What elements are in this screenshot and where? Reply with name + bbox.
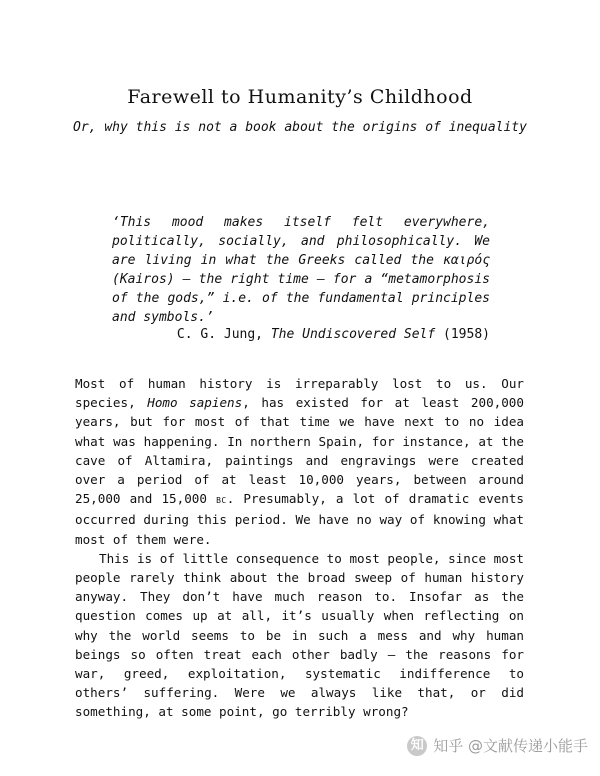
paragraph-1-part-a: Most of human history is irreparably lost to us. Our species, [75,376,524,411]
paragraph-1-part-c: . Presumably, a lot of dramatic events occurred during this period. We have no way of knowing what most of them were. [75,491,524,547]
watermark [407,735,588,756]
paragraph-1 [75,374,524,549]
epigraph-attribution [112,327,490,342]
epigraph-book-title: The Undiscovered Self [270,327,436,342]
epigraph-author: C. G. Jung, [176,327,263,342]
paragraph-1-part-b: , has existed for at least 200,000 years, but for most of that time we have next to no idea what was happening. In northern Spain, for instance, at the cave of Altamira, paintings and engravings were created over a period of at least 10,000 years, between around 25,000 and 15,000 [75,395,524,507]
epigraph-quote: ‘This mood makes itself felt everywhere, politically, socially, and philosophically. We are living in what the Greeks called the καιρός (Kairos) – the right time – for a “metamorphosis of the gods,” i.e. of the fundamental principles and symbols.’ [112,215,490,325]
era-abbreviation: BC [216,496,227,506]
chapter-title: Farewell to Humanity’s Childhood [127,86,473,108]
epigraph-year: (1958) [443,327,490,342]
chapter-subtitle: Or, why this is not a book about the origins of inequality [73,120,527,135]
paragraph-2: This is of little consequence to most people, since most people rarely think about the broad sweep of human history anyway. They don’t have much reason to. Insofar as the question comes up at all, it’s usually when reflecting on why the world seems to be in such a mess and why human beings so often treat each other badly – the reasons for war, greed, exploitation, systematic indifference to others’ suffering. Were we always like that, or did something, at some point, go terribly wrong? [75,550,524,720]
body-text [75,374,524,722]
watermark-text: 知乎 @文献传递小能手 [433,737,588,755]
zhihu-logo-icon: 知 [407,736,427,756]
species-name: Homo sapiens [147,395,243,411]
